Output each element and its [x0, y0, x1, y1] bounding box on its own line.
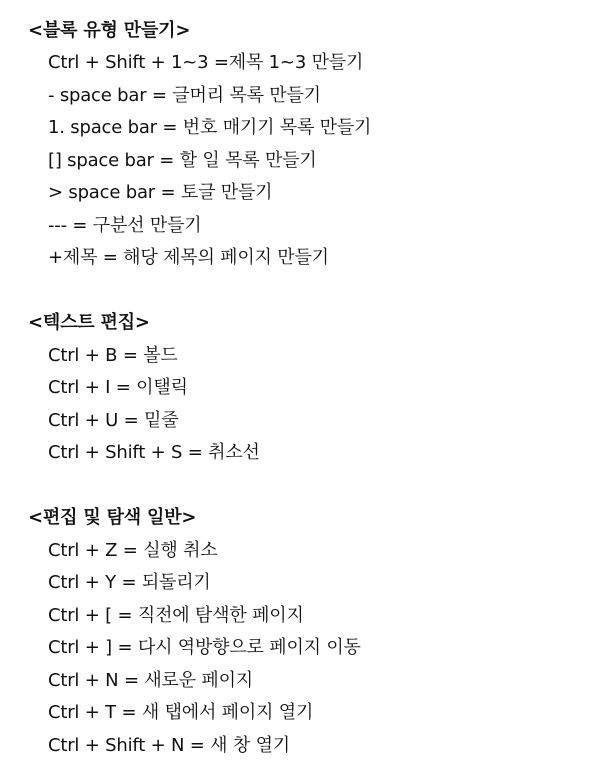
section-heading-block-types: <블록 유형 만들기> [28, 20, 191, 41]
shortcut-line: Ctrl + B = 볼드 [48, 345, 178, 366]
shortcut-line: [] space bar = 할 일 목록 만들기 [48, 150, 317, 171]
shortcut-line: Ctrl + T = 새 탭에서 페이지 열기 [48, 702, 314, 723]
shortcut-line: Ctrl + N = 새로운 페이지 [48, 670, 253, 691]
shortcut-line: Ctrl + [ = 직전에 탐색한 페이지 [48, 605, 304, 626]
section-heading-edit-navigation: <편집 및 탐색 일반> [28, 507, 197, 528]
shortcut-line: Ctrl + U = 밑줄 [48, 410, 179, 431]
shortcut-line: 1. space bar = 번호 매기기 목록 만들기 [48, 117, 372, 138]
shortcut-line: Ctrl + ] = 다시 역방향으로 페이지 이동 [48, 637, 361, 658]
shortcut-line: Ctrl + Y = 되돌리기 [48, 572, 211, 593]
shortcut-line: Ctrl + Z = 실행 취소 [48, 540, 218, 561]
shortcut-line: > space bar = 토글 만들기 [48, 182, 273, 203]
shortcut-line: - space bar = 글머리 목록 만들기 [48, 85, 321, 106]
shortcut-line: Ctrl + Shift + 1~3 =제목 1~3 만들기 [48, 52, 364, 73]
shortcut-line: Ctrl + Shift + S = 취소선 [48, 442, 260, 463]
section-heading-text-editing: <텍스트 편집> [28, 312, 150, 333]
shortcut-line: Ctrl + I = 이탤릭 [48, 377, 188, 398]
shortcut-line: +제목 = 해당 제목의 페이지 만들기 [48, 247, 329, 268]
shortcut-line: Ctrl + Shift + N = 새 창 열기 [48, 735, 290, 756]
shortcut-line: --- = 구분선 만들기 [48, 215, 202, 236]
